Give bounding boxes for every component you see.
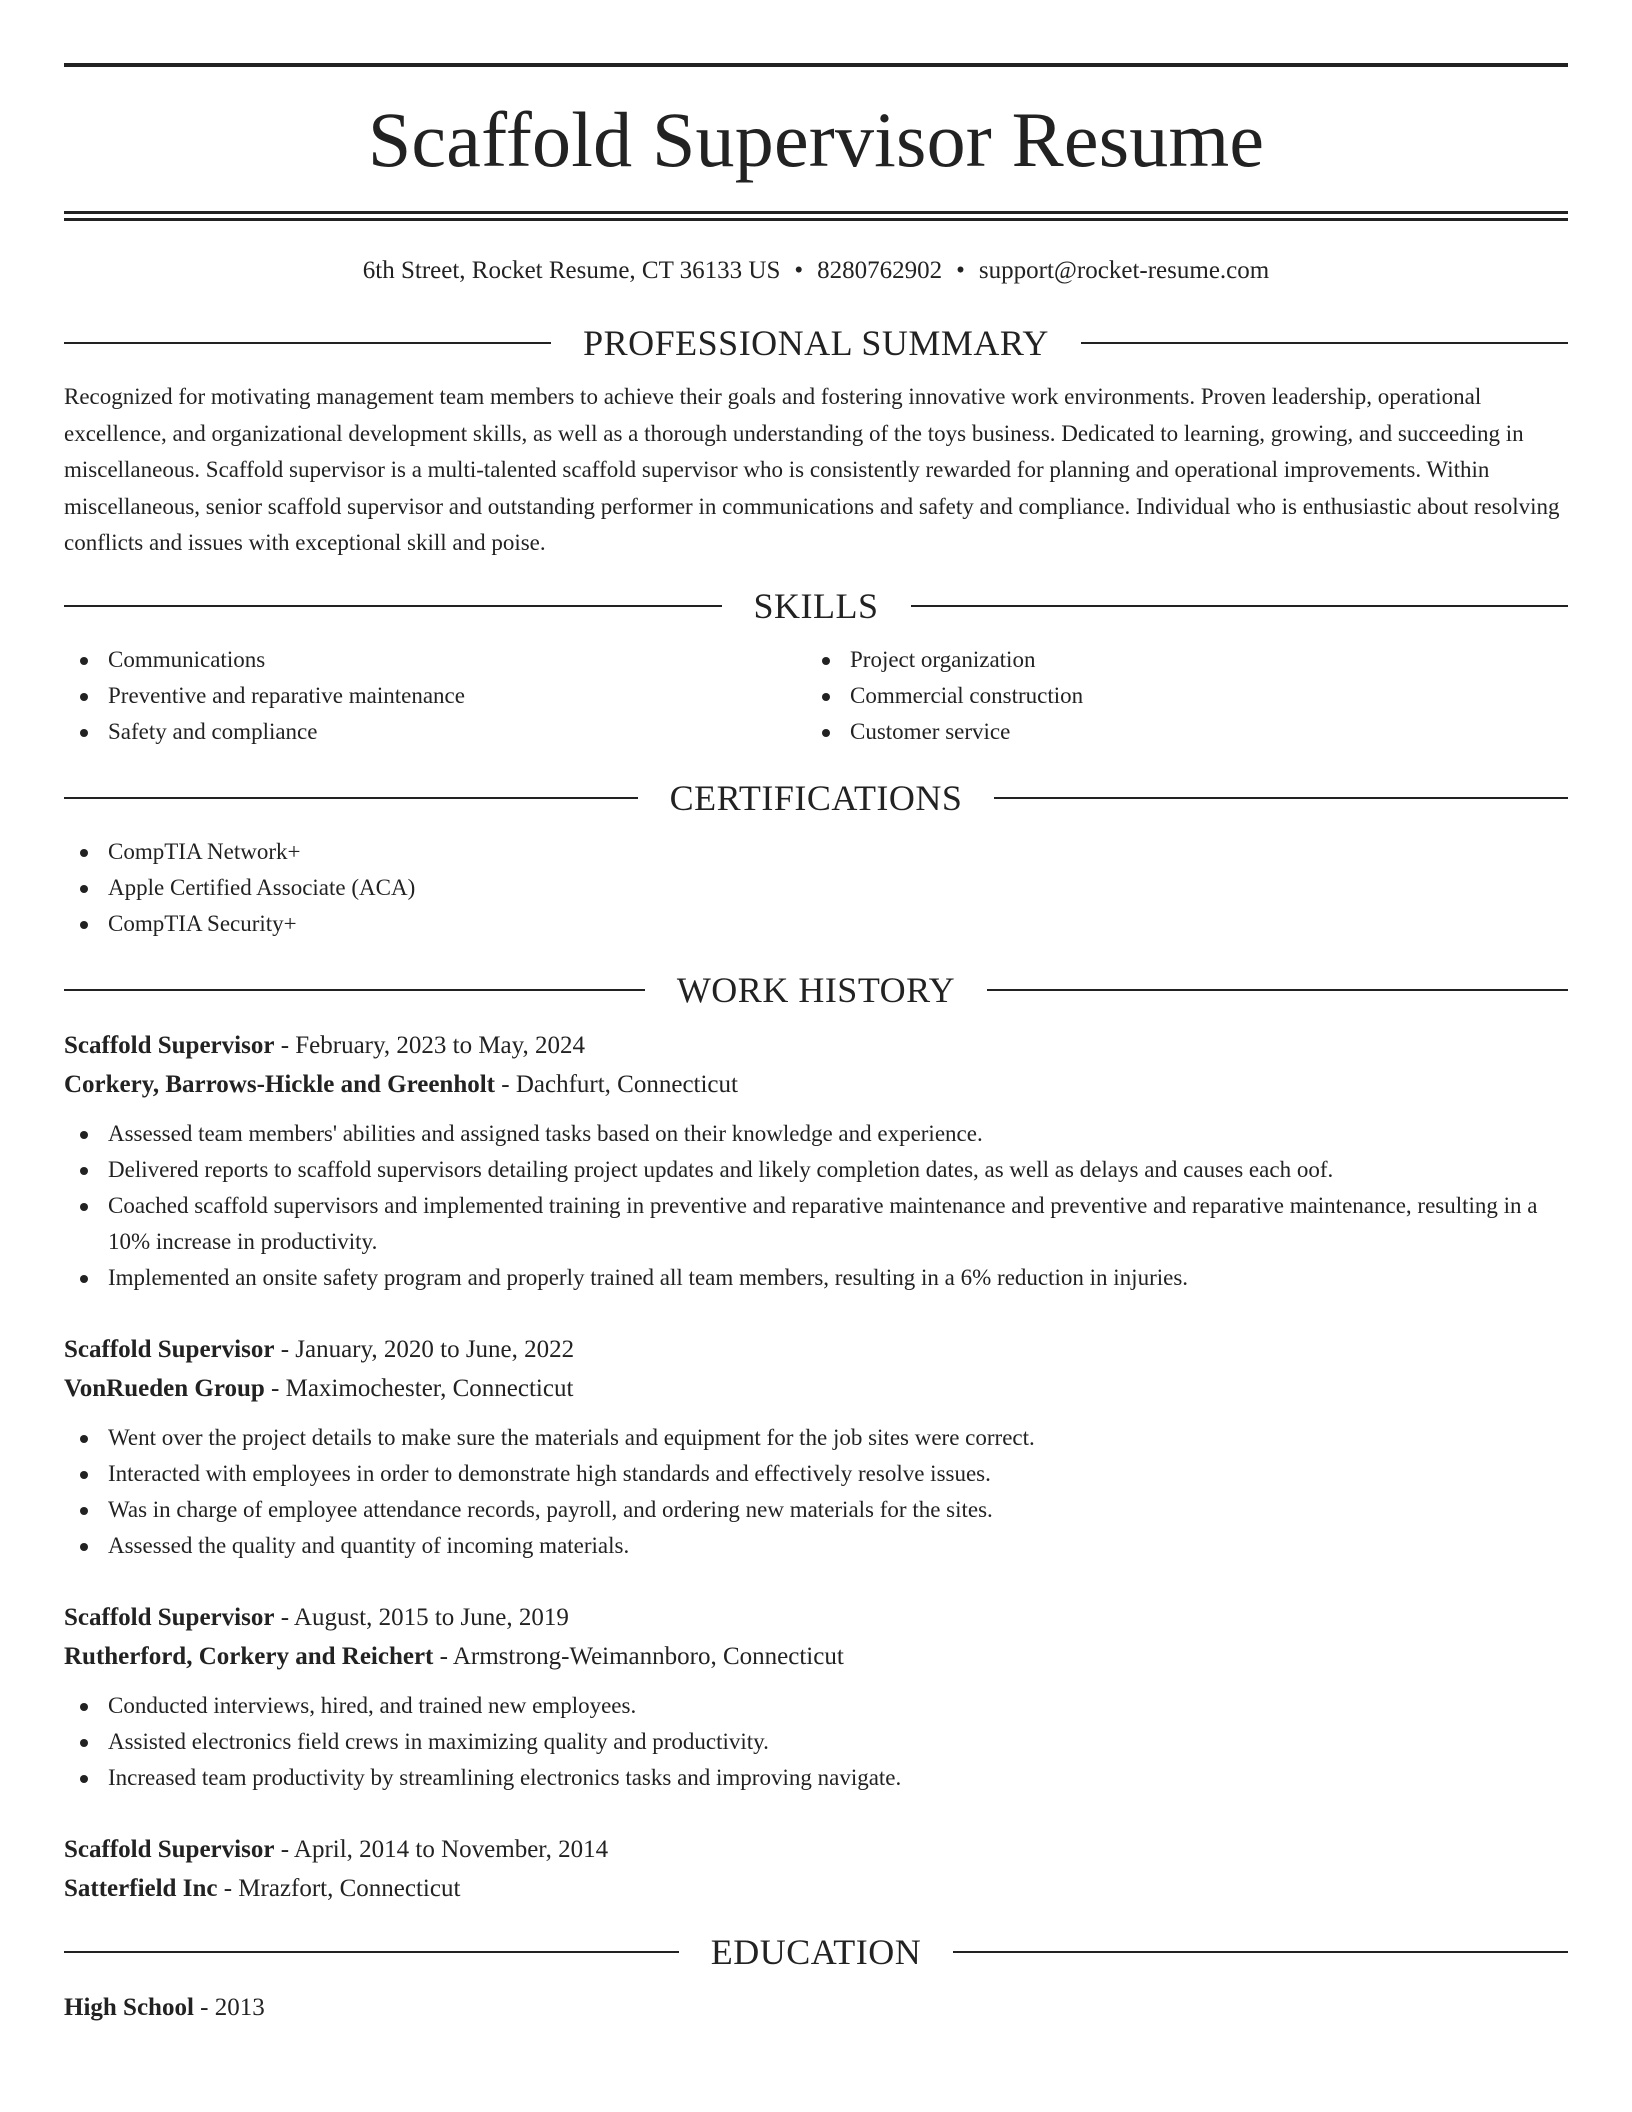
skill-item: Communications xyxy=(64,642,806,678)
job-company-line xyxy=(64,1637,1568,1676)
page-title: Scaffold Supervisor Resume xyxy=(367,96,1265,183)
section-rule xyxy=(911,605,1569,607)
skill-item: Commercial construction xyxy=(806,678,1548,714)
section-title: WORK HISTORY xyxy=(676,969,956,1010)
skills-column-left xyxy=(64,642,806,750)
skills-list xyxy=(64,642,1568,750)
section-rule xyxy=(987,989,1568,991)
certifications-list xyxy=(64,834,1568,942)
contact-separator: • xyxy=(794,257,804,284)
resume-page xyxy=(64,0,1568,2027)
section-header-certifications xyxy=(64,776,1568,820)
job-title: Scaffold Supervisor xyxy=(64,1031,275,1059)
job-company: Satterfield Inc xyxy=(64,1874,218,1902)
skill-item: Preventive and reparative maintenance xyxy=(64,678,806,714)
job-company-line xyxy=(64,1869,1568,1908)
section-rule xyxy=(953,1951,1568,1953)
contact-line xyxy=(64,255,1568,287)
skills-column-right xyxy=(806,642,1548,750)
section-title: SKILLS xyxy=(753,585,879,626)
section-header-skills xyxy=(64,584,1568,628)
top-rule xyxy=(64,63,1568,67)
job-bullet: Delivered reports to scaffold supervisors detailing project updates and likely completion dates, as well as delays and causes each oof. xyxy=(64,1152,1568,1188)
job-location: - Maximochester, Connecticut xyxy=(264,1374,574,1402)
job-bullet: Assessed team members' abilities and assigned tasks based on their knowledge and experience. xyxy=(64,1116,1568,1152)
contact-separator: • xyxy=(956,257,965,284)
certification-item: Apple Certified Associate (ACA) xyxy=(64,870,1568,906)
job-title-line xyxy=(64,1330,1568,1369)
job-bullet: Conducted interviews, hired, and trained new employees. xyxy=(64,1688,1568,1724)
job-bullets xyxy=(64,1420,1568,1564)
job-bullet: Implemented an onsite safety program and properly trained all team members, resulting in a 6% reduction in injuries. xyxy=(64,1260,1568,1296)
job-entry xyxy=(64,1598,1568,1796)
job-title: Scaffold Supervisor xyxy=(64,1603,275,1631)
education-year: - 2013 xyxy=(193,1993,265,2021)
job-location: - Armstrong-Weimannboro, Connecticut xyxy=(433,1642,844,1670)
title-double-rule xyxy=(64,211,1568,221)
section-header-education xyxy=(64,1930,1568,1974)
certification-item: CompTIA Security+ xyxy=(64,906,1568,942)
contact-address: 6th Street, Rocket Resume, CT 36133 US xyxy=(362,257,781,284)
job-dates: - February, 2023 to May, 2024 xyxy=(274,1031,586,1059)
job-title: Scaffold Supervisor xyxy=(64,1335,275,1363)
section-title: EDUCATION xyxy=(710,1931,922,1972)
job-bullet: Assessed the quality and quantity of incoming materials. xyxy=(64,1528,1568,1564)
section-rule xyxy=(64,605,722,607)
job-company-line xyxy=(64,1369,1568,1408)
job-title-line xyxy=(64,1830,1568,1869)
job-company-line xyxy=(64,1065,1568,1104)
education-entry xyxy=(64,1988,1568,2027)
job-bullet: Increased team productivity by streamlining electronics tasks and improving navigate. xyxy=(64,1760,1568,1796)
section-header-summary xyxy=(64,321,1568,365)
section-rule xyxy=(64,1951,679,1953)
job-dates: - August, 2015 to June, 2019 xyxy=(274,1603,569,1631)
job-company: Rutherford, Corkery and Reichert xyxy=(64,1642,434,1670)
summary-text: Recognized for motivating management team members to achieve their goals and fostering innovative work environments. Proven leadership, operational excellence, and organizational development skills, as well as a thorough understanding of the toys business. Dedicated to learning, growing, and succeeding in miscellaneous. Scaffold supervisor is a multi-talented scaffold supervisor who is consistently rewarded for planning and operational improvements. Within miscellaneous, senior scaffold supervisor and outstanding performer in communications and safety and compliance. Individual who is enthusiastic about resolving conflicts and issues with exceptional skill and poise. xyxy=(64,384,1560,555)
education-degree: High School xyxy=(64,1993,194,2021)
job-title: Scaffold Supervisor xyxy=(64,1835,275,1863)
job-entry xyxy=(64,1830,1568,1908)
section-rule xyxy=(64,342,551,344)
job-location: - Mrazfort, Connecticut xyxy=(217,1874,461,1902)
job-company: Corkery, Barrows-Hickle and Greenholt xyxy=(64,1070,495,1098)
skill-item: Customer service xyxy=(806,714,1548,750)
contact-phone: 8280762902 xyxy=(817,257,943,284)
job-bullet: Interacted with employees in order to demonstrate high standards and effectively resolve issues. xyxy=(64,1456,1568,1492)
skill-item: Project organization xyxy=(806,642,1548,678)
section-rule xyxy=(994,797,1568,799)
job-bullets xyxy=(64,1688,1568,1796)
job-title-line xyxy=(64,1026,1568,1065)
job-title-line xyxy=(64,1598,1568,1637)
section-rule xyxy=(64,797,638,799)
job-bullet: Coached scaffold supervisors and implemented training in preventive and reparative maintenance and preventive and reparative maintenance, resulting in a 10% increase in productivity. xyxy=(64,1188,1568,1260)
certification-item: CompTIA Network+ xyxy=(64,834,1568,870)
section-rule xyxy=(1081,342,1568,344)
job-bullets xyxy=(64,1116,1568,1296)
job-dates: - January, 2020 to June, 2022 xyxy=(274,1335,575,1363)
job-company: VonRueden Group xyxy=(64,1374,265,1402)
job-bullet: Assisted electronics field crews in maximizing quality and productivity. xyxy=(64,1724,1568,1760)
job-entry xyxy=(64,1330,1568,1564)
job-entry xyxy=(64,1026,1568,1296)
section-title: CERTIFICATIONS xyxy=(669,777,963,818)
job-bullet: Went over the project details to make sure the materials and equipment for the job sites were correct. xyxy=(64,1420,1568,1456)
section-rule xyxy=(64,989,645,991)
job-bullet: Was in charge of employee attendance records, payroll, and ordering new materials for the sites. xyxy=(64,1492,1568,1528)
section-header-work-history xyxy=(64,968,1568,1012)
skill-item: Safety and compliance xyxy=(64,714,806,750)
job-dates: - April, 2014 to November, 2014 xyxy=(274,1835,609,1863)
contact-email[interactable]: support@rocket-resume.com xyxy=(978,257,1270,284)
section-title: PROFESSIONAL SUMMARY xyxy=(583,323,1049,363)
job-location: - Dachfurt, Connecticut xyxy=(495,1070,738,1098)
